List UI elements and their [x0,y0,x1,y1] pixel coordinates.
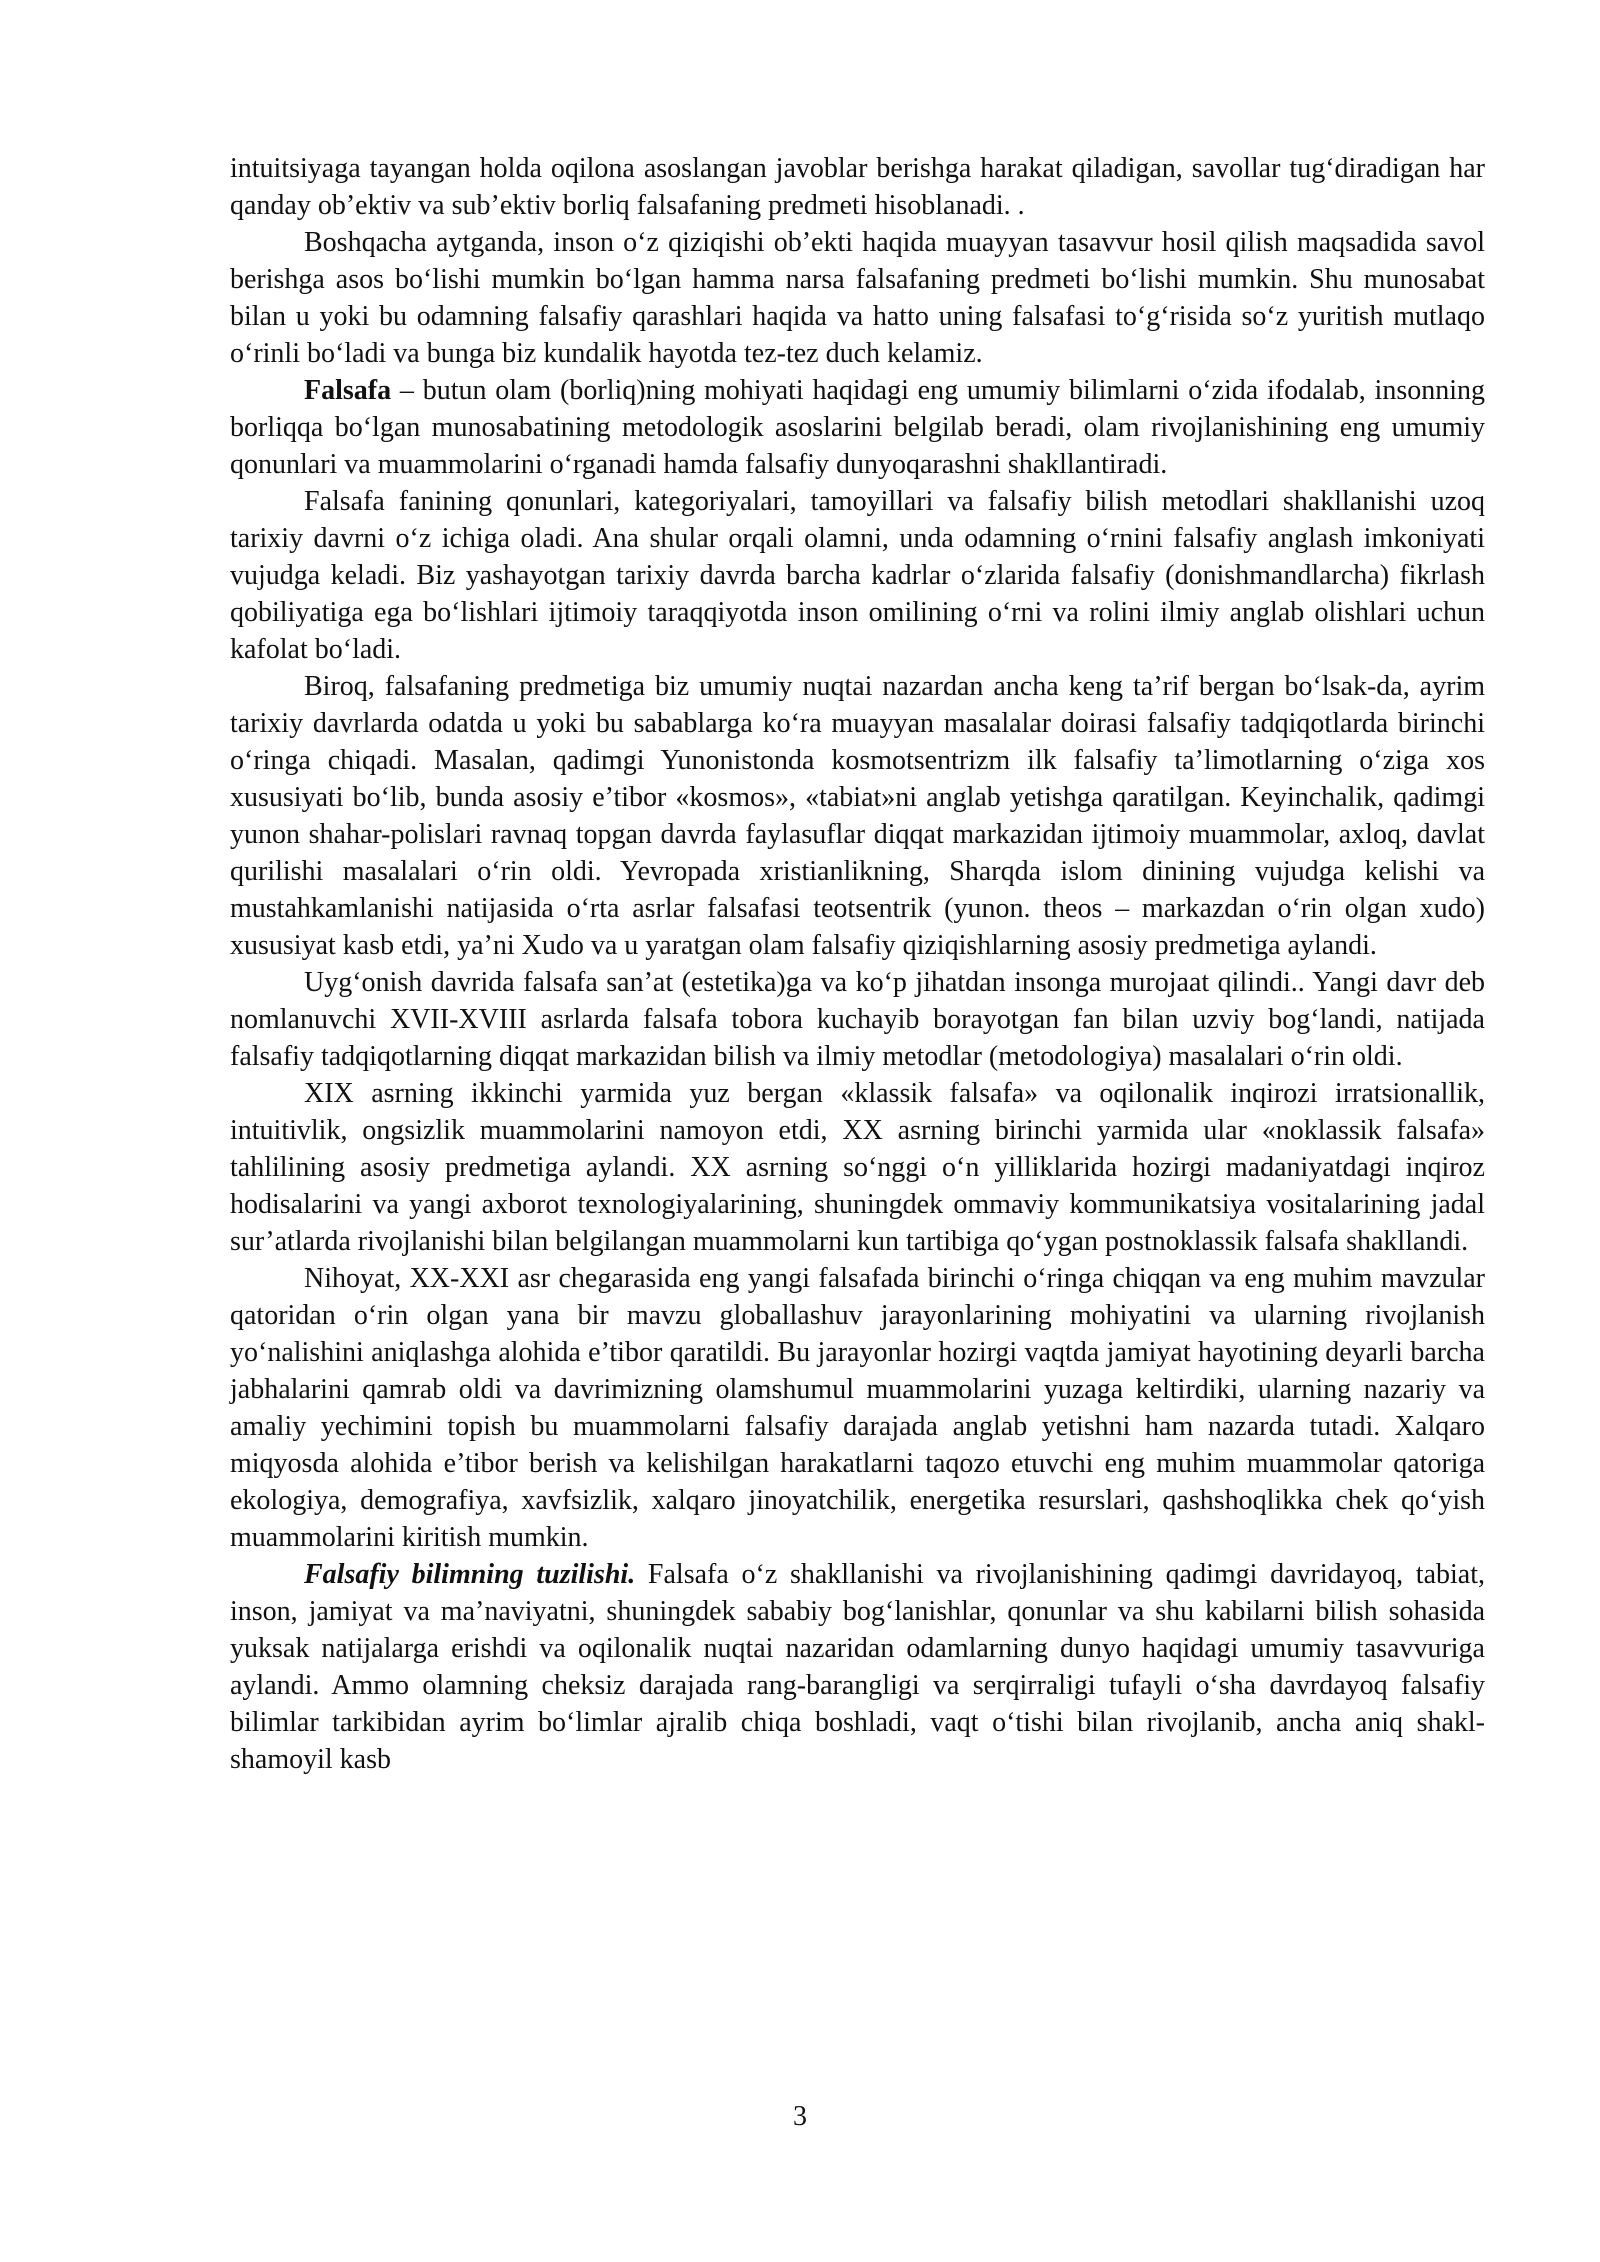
paragraph-2-text: Boshqacha aytganda, inson o‘z qiziqishi ob’ekti haqida muayyan tasavvur hosil qilish maqsadida savol berishga asos bo‘lishi mumkin bo‘lgan hamma narsa falsafaning predmeti bo‘lishi mumkin. Shu munosabat bilan u yoki bu odamning falsafiy qarashlari haqida va hatto uning falsafasi to‘g‘risida so‘z yuritish mutlaqo o‘rinli bo‘ladi va bunga biz kundalik hayotda tez-tez duch kelamiz. [230,227,1485,369]
paragraph-5-text: Biroq, falsafaning predmetiga biz umumiy nuqtai nazardan ancha keng ta’rif bergan bo‘lsak-da, ayrim tarixiy davrlarda odatda u yoki bu sabablarga ko‘ra muayyan masalalar doirasi falsafiy tadqiqotlarda birinchi o‘ringa chiqadi. Masalan, qadimgi Yunonistonda kosmotsentrizm ilk falsafiy ta’limotlarning o‘ziga xos xususiyati bo‘lib, bunda asosiy e’tibor «kosmos», «tabiat»ni anglab yetishga qaratilgan. Keyinchalik, qadimgi yunon shahar-polislari ravnaq topgan davrda faylasuflar diqqat markazidan ijtimoiy muammolar, axloq, davlat qurilishi masalalari o‘rin oldi. Yevropada xristianlikning, Sharqda islom dinining vujudga kelishi va mustahkamlanishi natijasida o‘rta asrlar falsafasi teotsentrik (yunon. theos – markazdan o‘rin olgan xudo) xususiyat kasb etdi, ya’ni Xudo va u yaratgan olam falsafiy qiziqishlarning asosiy predmetiga aylandi. [230,671,1485,961]
paragraph-7 [230,1075,1485,1260]
section-heading-inline: Falsafiy bilimning tuzilishi. [304,1559,636,1590]
paragraph-5 [230,668,1485,964]
paragraph-4 [230,483,1485,668]
paragraph-9-text: Falsafa o‘z shakllanishi va rivojlanishining qadimgi davridayoq, tabiat, inson, jamiyat va ma’naviyatni, shuningdek sababiy bog‘lanishlar, qonunlar va shu kabilarni bilish sohasida yuksak natijalarga erishdi va oqilonalik nuqtai nazaridan odamlarning dunyo haqidagi umumiy tasavvuriga aylandi. Ammo olamning cheksiz darajada rang-barangligi va serqirraligi tufayli o‘sha davrdayoq falsafiy bilimlar tarkibidan ayrim bo‘limlar ajralib chiqa boshladi, vaqt o‘tishi bilan rivojlanib, ancha aniq shakl-shamoyil kasb [230,1559,1485,1775]
paragraph-7-text: XIX asrning ikkinchi yarmida yuz bergan «klassik falsafa» va oqilonalik inqirozi irratsionallik, intuitivlik, ongsizlik muammolarini namoyon etdi, XX asrning birinchi yarmida ular «noklassik falsafa» tahlilining asosiy predmetiga aylandi. XX asrning so‘nggi o‘n yilliklarida hozirgi madaniyatdagi inqiroz hodisalarini va yangi axborot texnologiyalarining, shuningdek ommaviy kommunikatsiya vositalarining jadal sur’atlarda rivojlanishi bilan belgilangan muammolarni kun tartibiga qo‘ygan postnoklassik falsafa shakllandi. [230,1078,1485,1257]
term-falsafa: Falsafa [304,375,392,406]
paragraph-1 [230,150,1485,224]
document-page [230,150,1485,1778]
paragraph-1-text: intuitsiyaga tayangan holda oqilona asoslangan javoblar berishga harakat qiladigan, savollar tug‘diradigan har qanday ob’ektiv va sub’ektiv borliq falsafaning predmeti hisoblanadi. . [230,153,1485,221]
paragraph-3-text: – butun olam (borliq)ning mohiyati haqidagi eng umumiy bilimlarni o‘zida ifodalab, insonning borliqqa bo‘lgan munosabatining metodologik asoslarini belgilab beradi, olam rivojlanishining eng umumiy qonunlari va muammolarini o‘rganadi hamda falsafiy dunyoqarashni shakllantiradi. [230,375,1485,480]
paragraph-9-structure [230,1556,1485,1778]
page-number: 3 [793,2101,807,2132]
paragraph-8-text: Nihoyat, XX-XXI asr chegarasida eng yangi falsafada birinchi o‘ringa chiqqan va eng muhim mavzular qatoridan o‘rin olgan yana bir mavzu globallashuv jarayonlarining mohiyatini va ularning rivojlanish yo‘nalishini aniqlashga alohida e’tibor qaratildi. Bu jarayonlar hozirgi vaqtda jamiyat hayotining deyarli barcha jabhalarini qamrab oldi va davrimizning olamshumul muammolarini yuzaga keltirdiki, ularning nazariy va amaliy yechimini topish bu muammolarni falsafiy darajada anglab yetishni ham nazarda tutadi. Xalqaro miqyosda alohida e’tibor berish va kelishilgan harakatlarni taqozo etuvchi eng muhim muammolar qatoriga ekologiya, demografiya, xavfsizlik, xalqaro jinoyatchilik, energetika resurslari, qashshoqlikka chek qo‘yish muammolarini kiritish mumkin. [230,1263,1485,1553]
paragraph-6 [230,964,1485,1075]
paragraph-4-text: Falsafa fanining qonunlari, kategoriyalari, tamoyillari va falsafiy bilish metodlari shakllanishi uzoq tarixiy davrni o‘z ichiga oladi. Ana shular orqali olamni, unda odamning o‘rnini falsafiy anglash imkoniyati vujudga keladi. Biz yashayotgan tarixiy davrda barcha kadrlar o‘zlarida falsafiy (donishmandlarcha) fikrlash qobiliyatiga ega bo‘lishlari ijtimoiy taraqqiyotda inson omilining o‘rni va rolini ilmiy anglab olishlari uchun kafolat bo‘ladi. [230,486,1485,665]
paragraph-6-text: Uyg‘onish davrida falsafa san’at (estetika)ga va ko‘p jihatdan insonga murojaat qilindi.. Yangi davr deb nomlanuvchi XVII-XVIII asrlarda falsafa tobora kuchayib borayotgan fan bilan uzviy bog‘landi, natijada falsafiy tadqiqotlarning diqqat markazidan bilish va ilmiy metodlar (metodologiya) masalalari o‘rin oldi. [230,967,1485,1072]
paragraph-2 [230,224,1485,372]
paragraph-8 [230,1260,1485,1556]
paragraph-3-falsafa-definition [230,372,1485,483]
